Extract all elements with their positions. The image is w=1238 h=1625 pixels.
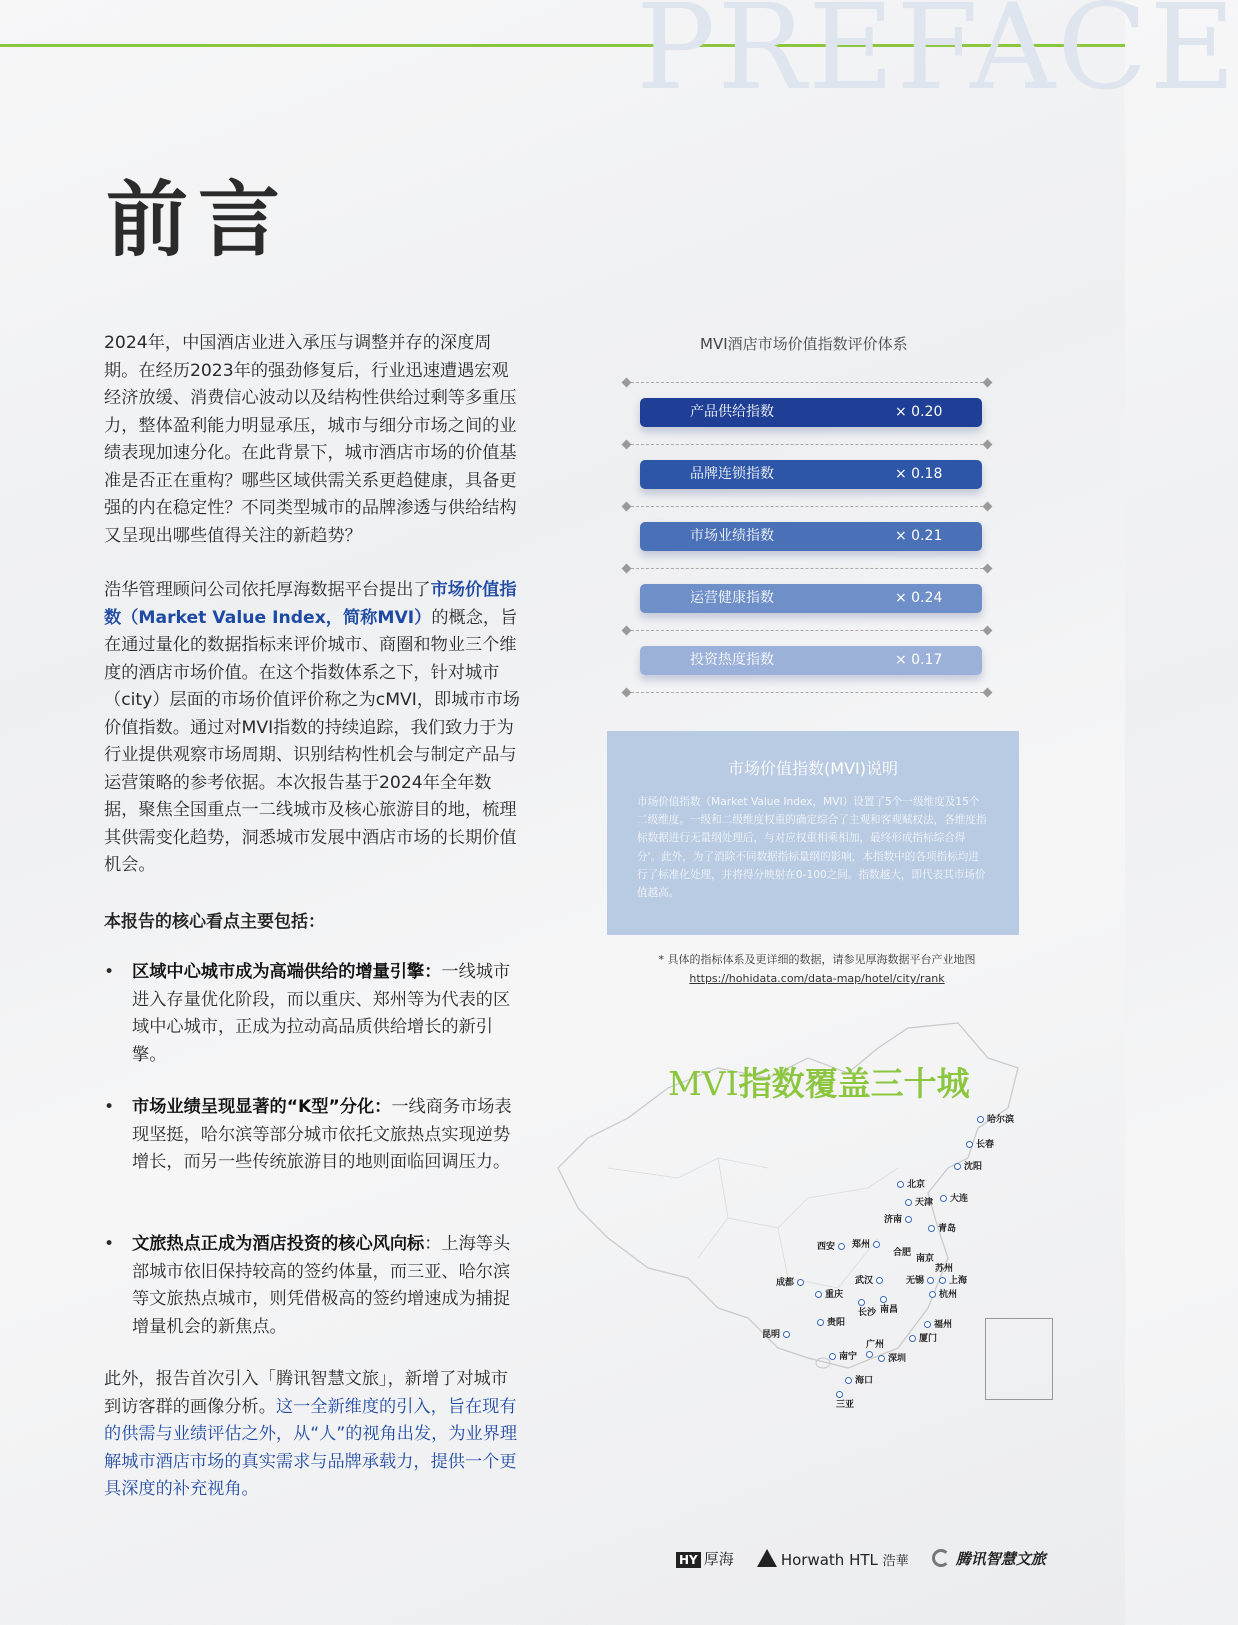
city-label: 西安 — [817, 1242, 836, 1252]
city-label: 郑州 — [852, 1240, 871, 1250]
divider-line — [626, 630, 988, 631]
city-label: 南京 — [916, 1254, 935, 1264]
index-label: 运营健康指数 — [690, 590, 774, 606]
city-pin-icon — [905, 1199, 912, 1206]
closing-plain: 此外，报告首次引入「腾讯智慧文旅」，新增了对城市到访客群的画像分析。 — [104, 1369, 508, 1417]
city-pin-icon — [927, 1277, 934, 1284]
footnote-link[interactable]: https://hohidata.com/data-map/hotel/city/rank — [689, 972, 945, 985]
city-label: 贵阳 — [827, 1318, 846, 1328]
hohai-logo-text: 厚海 — [703, 1550, 734, 1568]
partner-logos — [676, 1548, 1064, 1576]
city-pin-icon — [845, 1377, 852, 1384]
city-label: 厦门 — [919, 1334, 938, 1344]
city-pin-icon — [905, 1216, 912, 1223]
footnote-text: * 具体的指标体系及更详细的数据，请参见厚海数据平台产业地图 — [658, 953, 976, 966]
city-marker — [940, 1194, 968, 1204]
south-china-sea-inset — [985, 1318, 1053, 1400]
city-marker — [935, 1264, 953, 1274]
city-marker — [966, 1140, 994, 1150]
divider-line — [626, 444, 988, 445]
city-pin-icon — [876, 1277, 883, 1284]
city-pin-icon — [929, 1291, 936, 1298]
city-marker — [776, 1278, 807, 1288]
city-label: 杭州 — [939, 1290, 958, 1300]
key-point-2-text: 一线商务市场表现坚挺，哈尔滨等部分城市依托文旅热点实现逆势增长，而另一些传统旅游目的地则面临回调压力。 — [132, 1097, 512, 1172]
footnote — [632, 950, 1002, 988]
city-pin-icon — [815, 1291, 822, 1298]
mvi-system-title: MVI酒店市场价值指数评价体系 — [700, 335, 908, 353]
city-pin-icon — [797, 1279, 804, 1286]
city-label: 长沙 — [858, 1308, 877, 1318]
para2-rest: 的概念，旨在通过量化的数据指标来评价城市、商圈和物业三个维度的酒店市场价值。在这个指数体系之下，针对城市（city）层面的市场价值评价称之为cMVI，即城市市场价值指数。通过对MVI指数的持续追踪，我们致力于为行业提供观察市场周期、识别结构性机会与制定产品与运营策略的参考依据。本次报告基于2024年全年数据，聚焦全国重点一二线城市及核心旅游目的地，梳理其供需变化趋势，洞悉城市发展中酒店市场的长期价值机会。 — [104, 607, 520, 875]
key-point-3 — [104, 1231, 520, 1341]
city-pin-icon — [878, 1355, 885, 1362]
mvi-note-body: 市场价值指数（Market Value Index，MVI）设置了5个一级维度及15个二级维度。一级和二级维度权重的确定综合了主观和客观赋权法，各维度指标数据进行无量纲处理后，与对应权重相乘相加，最终形成指标综合得分'。此外，为了消除不同数据指标量纲的影响，本指数中的各项指标均进行了标准化处理，并将得分映射在0-100之间。指数越大，即代表其市场价值越高。 — [637, 796, 987, 900]
city-pin-icon — [940, 1195, 947, 1202]
city-label: 沈阳 — [964, 1162, 983, 1172]
city-pin-icon — [829, 1353, 836, 1360]
city-label: 苏州 — [935, 1264, 954, 1274]
intro-paragraph-2 — [104, 577, 520, 880]
city-marker — [855, 1276, 886, 1286]
city-marker — [939, 1276, 967, 1286]
closing-highlight: 这一全新维度的引入，旨在现有的供需与业绩评估之外，从“人”的视角出发，为业界理解城市酒店市场的真实需求与品牌承载力，提供一个更具深度的补充视角。 — [104, 1396, 518, 1499]
city-label: 大连 — [950, 1194, 969, 1204]
mvi-index-panel — [626, 376, 998, 698]
city-marker — [836, 1390, 854, 1410]
city-marker — [878, 1354, 906, 1364]
index-weight: × 0.18 — [895, 466, 943, 482]
city-marker — [858, 1298, 876, 1318]
index-weight: × 0.21 — [895, 528, 943, 544]
index-label: 品牌连锁指数 — [690, 466, 774, 482]
city-pin-icon — [836, 1391, 843, 1398]
horwath-logo — [757, 1549, 909, 1569]
city-marker — [880, 1295, 898, 1315]
city-label: 上海 — [949, 1276, 968, 1286]
city-label: 哈尔滨 — [987, 1115, 1015, 1125]
para2-lead: 浩华管理顾问公司依托厚海数据平台提出了 — [104, 580, 431, 600]
index-weight: × 0.24 — [895, 590, 943, 606]
tencent-swirl-icon — [932, 1549, 950, 1567]
divider-line — [626, 568, 988, 569]
city-pin-icon — [939, 1277, 946, 1284]
preface-watermark: PREFACE — [636, 0, 1238, 116]
city-label: 长春 — [976, 1140, 995, 1150]
city-pin-icon — [866, 1351, 873, 1358]
city-label: 广州 — [866, 1340, 885, 1350]
city-label: 北京 — [907, 1180, 926, 1190]
divider-line — [626, 692, 988, 693]
city-label: 成都 — [776, 1278, 795, 1288]
city-label: 海口 — [855, 1376, 874, 1386]
index-label: 投资热度指数 — [690, 652, 774, 668]
city-marker — [954, 1162, 982, 1172]
mvi-note-title: 市场价值指数(MVI)说明 — [728, 759, 898, 778]
city-label: 天津 — [915, 1198, 934, 1208]
city-pin-icon — [897, 1181, 904, 1188]
city-pin-icon — [817, 1319, 824, 1326]
city-label: 济南 — [884, 1215, 903, 1225]
map-heading — [668, 1058, 970, 1105]
index-bar-supply — [640, 398, 982, 427]
city-label: 深圳 — [888, 1354, 907, 1364]
city-marker — [928, 1224, 956, 1234]
city-label: 南宁 — [839, 1352, 858, 1362]
city-pin-icon — [858, 1299, 865, 1306]
bullet-dot: • — [104, 962, 115, 982]
tencent-logo-text: 腾讯智慧文旅 — [955, 1550, 1046, 1568]
city-label: 青岛 — [938, 1224, 957, 1234]
city-pin-icon — [873, 1241, 880, 1248]
map-heading-text: 指数覆盖三十城 — [738, 1064, 970, 1103]
index-bar-brand — [640, 460, 982, 489]
divider-line — [626, 506, 988, 507]
city-marker — [893, 1248, 911, 1258]
hohai-logo — [676, 1548, 734, 1569]
city-pin-icon — [977, 1116, 984, 1123]
city-marker — [884, 1215, 915, 1225]
key-point-2-title: 市场业绩呈现显著的“K型”分化： — [132, 1097, 392, 1117]
index-weight: × 0.17 — [895, 652, 943, 668]
city-pin-icon — [909, 1335, 916, 1342]
index-bar-operation — [640, 584, 982, 613]
horwath-chevron-icon — [757, 1549, 777, 1567]
city-pin-icon — [880, 1296, 887, 1303]
city-marker — [829, 1352, 857, 1362]
city-label: 合肥 — [893, 1248, 912, 1258]
bullet-dot: • — [104, 1097, 115, 1117]
city-marker — [906, 1276, 937, 1286]
city-label: 无锡 — [906, 1276, 925, 1286]
city-pin-icon — [966, 1141, 973, 1148]
tencent-logo — [932, 1548, 1046, 1569]
key-points-heading: 本报告的核心看点主要包括： — [104, 912, 325, 932]
city-label: 福州 — [934, 1320, 953, 1330]
key-point-1-text: 一线城市进入存量优化阶段，而以重庆、郑州等为代表的区域中心城市，正成为拉动高品质供给增长的新引擎。 — [132, 962, 511, 1065]
index-bar-investment — [640, 646, 982, 675]
intro-paragraph-1: 2024年，中国酒店业进入承压与调整并存的深度周期。在经历2023年的强劲修复后，行业迅速遭遇宏观经济放缓、消费信心波动以及结构性供给过剩等多重压力，整体盈利能力明显承压，城市与细分市场之间的业绩表现加速分化。在此背景下，城市酒店市场的价值基准是否正在重构？哪些区域供需关系更趋健康，具备更强的内在稳定性？不同类型城市的品牌渗透与供给结构又呈现出哪些值得关注的新趋势？ — [104, 333, 517, 546]
city-pin-icon — [954, 1163, 961, 1170]
mvi-definition-highlight: 市场价值指数（Market Value Index，简称MVI） — [104, 580, 517, 628]
city-marker — [909, 1334, 937, 1344]
city-marker — [852, 1240, 883, 1250]
index-label: 市场业绩指数 — [690, 528, 774, 544]
city-label: 三亚 — [836, 1400, 855, 1410]
hohai-mark-icon: HY — [676, 1552, 701, 1568]
city-marker — [924, 1320, 952, 1330]
city-marker — [916, 1254, 934, 1264]
key-point-2 — [104, 1094, 520, 1177]
city-marker — [977, 1115, 1014, 1125]
index-label: 产品供给指数 — [690, 404, 774, 420]
city-pin-icon — [928, 1225, 935, 1232]
index-weight: × 0.20 — [895, 404, 943, 420]
index-bar-performance — [640, 522, 982, 551]
page-title: 前言 — [106, 172, 291, 268]
city-marker — [929, 1290, 957, 1300]
divider-line — [626, 382, 988, 383]
bullet-dot: • — [104, 1234, 115, 1254]
key-point-1 — [104, 959, 520, 1069]
map-heading-mvi: MVI — [668, 1064, 739, 1103]
city-label: 南昌 — [880, 1305, 899, 1315]
city-marker — [897, 1180, 925, 1190]
city-marker — [817, 1242, 848, 1252]
city-marker — [817, 1318, 845, 1328]
city-marker — [762, 1330, 793, 1340]
closing-paragraph — [104, 1366, 520, 1504]
horwath-logo-text: Horwath HTL — [780, 1550, 878, 1569]
city-marker — [815, 1290, 843, 1300]
mvi-note-box — [607, 731, 1019, 935]
city-pin-icon — [838, 1243, 845, 1250]
city-pin-icon — [783, 1331, 790, 1338]
city-marker — [845, 1376, 873, 1386]
city-label: 昆明 — [762, 1330, 781, 1340]
key-point-1-title: 区域中心城市成为高端供给的增量引擎： — [132, 962, 442, 982]
city-marker — [905, 1198, 933, 1208]
city-pin-icon — [924, 1321, 931, 1328]
city-label: 重庆 — [825, 1290, 844, 1300]
key-point-3-title: 文旅热点正成为酒店投资的核心风向标 — [132, 1234, 425, 1254]
horwath-logo-cn: 浩華 — [882, 1553, 909, 1569]
key-point-3-text: ：上海等头部城市依旧保持较高的签约体量，而三亚、哈尔滨等文旅热点城市，则凭借极高的签约增速成为捕捉增量机会的新焦点。 — [132, 1234, 511, 1337]
city-label: 武汉 — [855, 1276, 874, 1286]
